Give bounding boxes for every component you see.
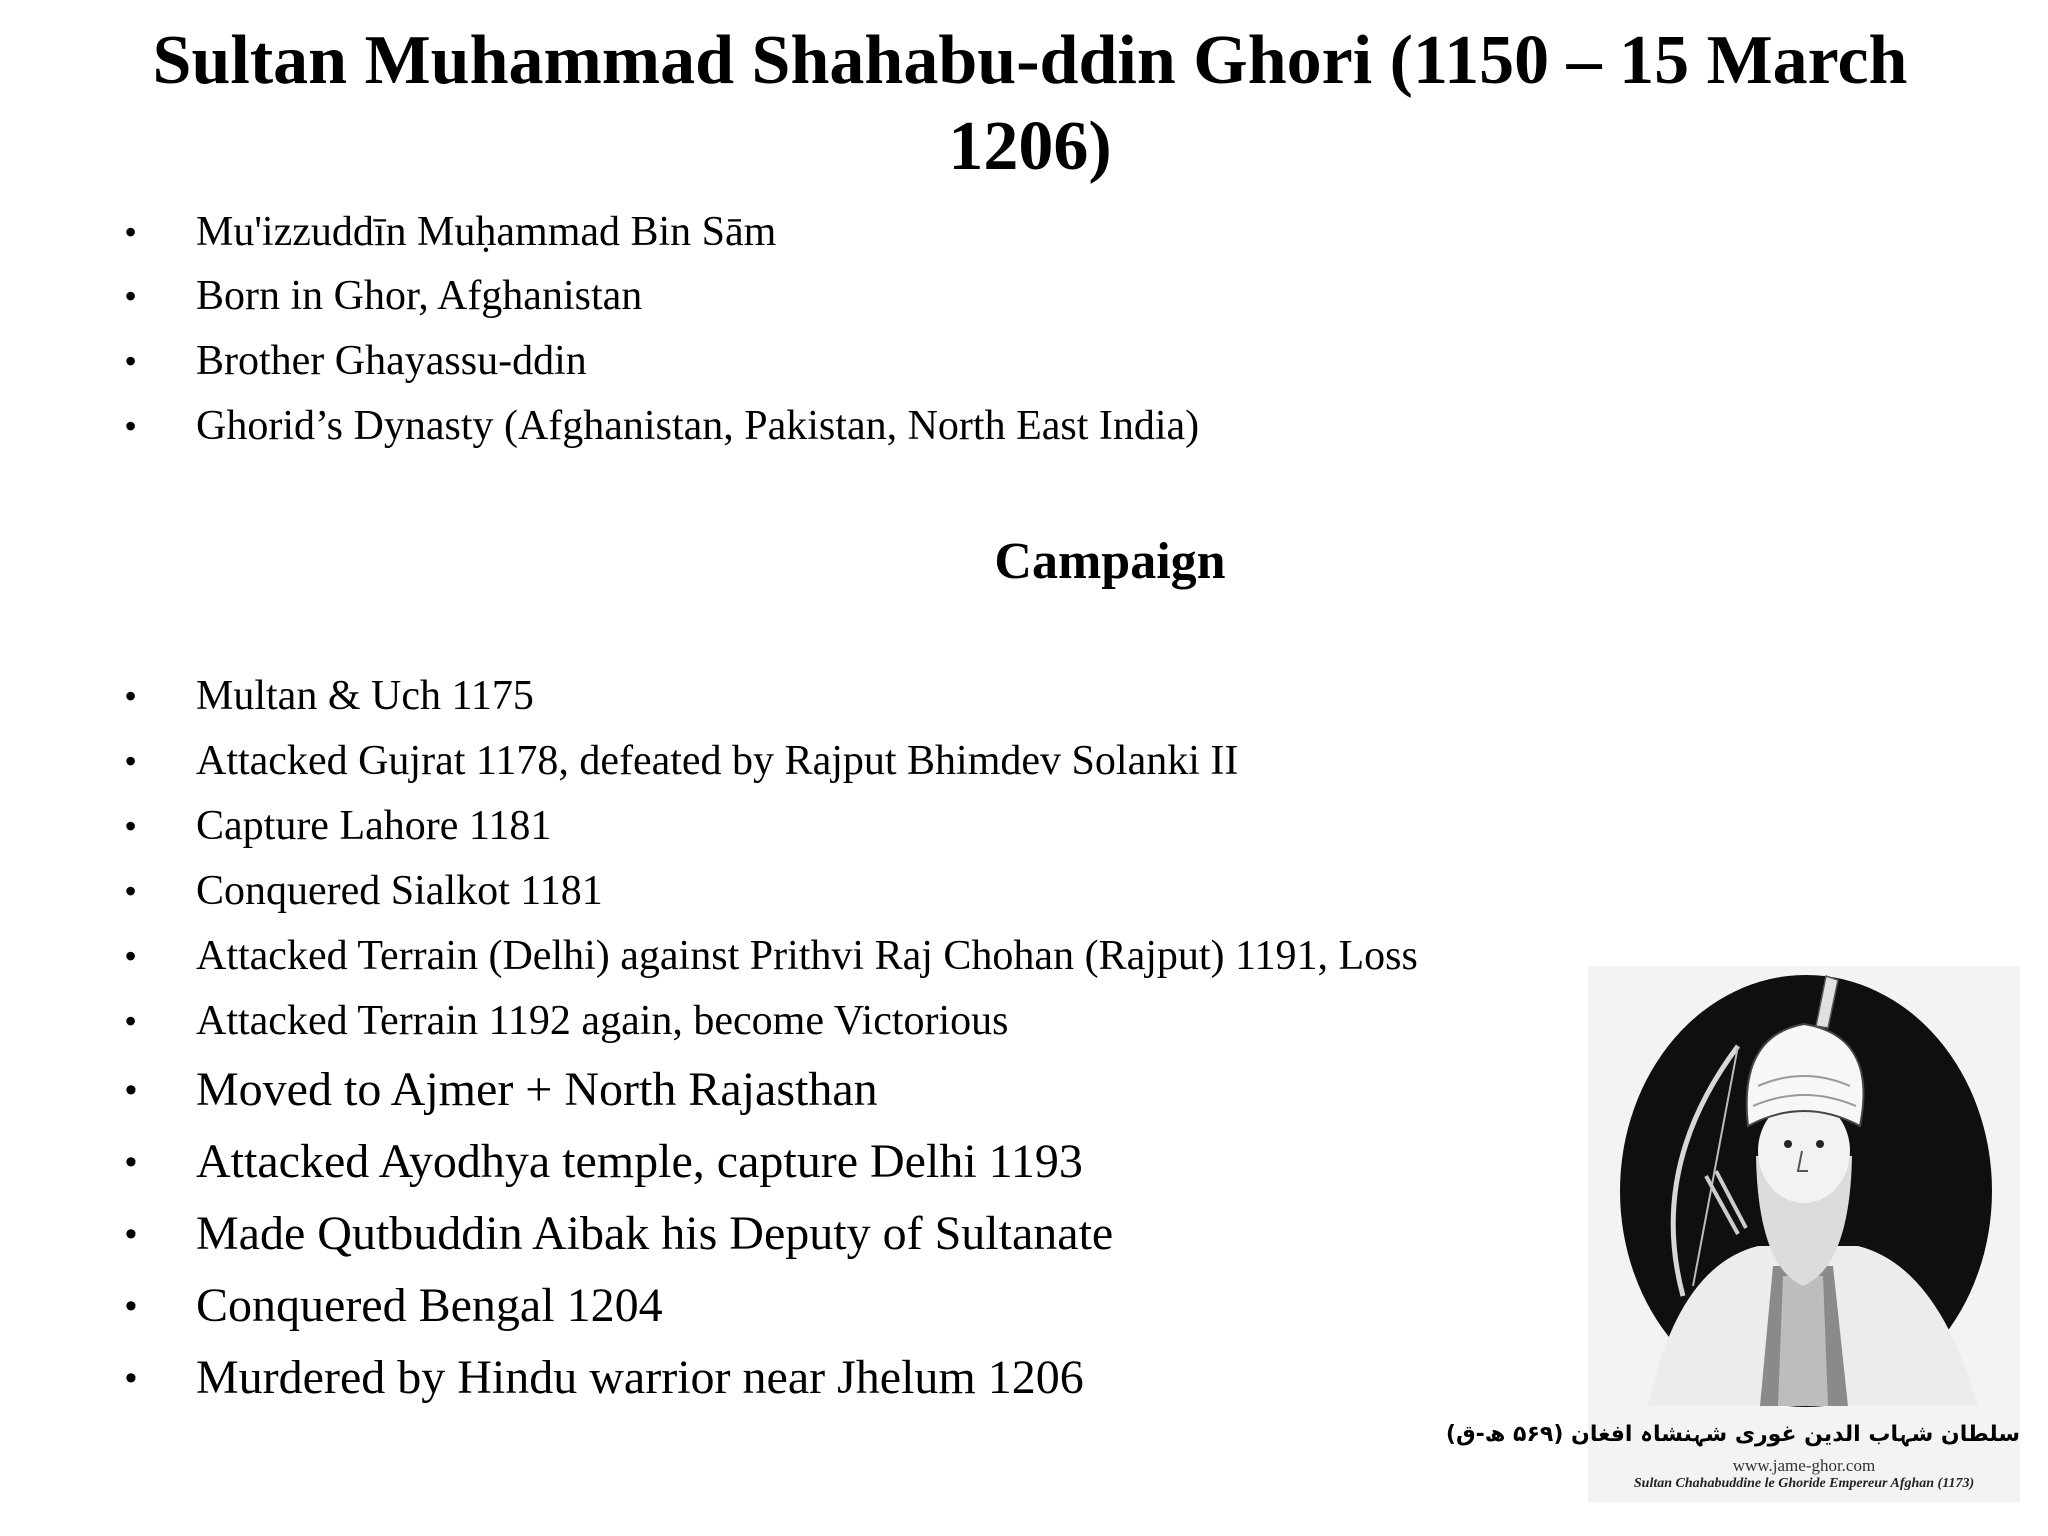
bullet: • <box>125 808 137 844</box>
bullet: • <box>125 343 137 379</box>
bullet: • <box>125 938 137 974</box>
bullet: • <box>125 408 137 444</box>
bullet: • <box>125 1071 137 1109</box>
campaign-item: Attacked Ayodhya temple, capture Delhi 1193 <box>196 1135 1083 1188</box>
bullet: • <box>125 1287 137 1325</box>
sultan-portrait <box>1445 966 2020 1502</box>
bullet: • <box>125 1215 137 1253</box>
campaign-item: Murdered by Hindu warrior near Jhelum 1206 <box>196 1351 1084 1404</box>
portrait-caption-arabic: سلطان شہاب الدین غوری شہنشاہ افغان (۵۶۹ ھ-ق) <box>1445 1422 2020 1447</box>
bullet: • <box>125 278 137 314</box>
bio-item: Brother Ghayassu-ddin <box>196 338 587 384</box>
bullet: • <box>125 1143 137 1181</box>
campaign-item: Attacked Gujrat 1178, defeated by Rajput Bhimdev Solanki II <box>196 738 1239 784</box>
bullet: • <box>125 1359 137 1397</box>
bio-item: Born in Ghor, Afghanistan <box>196 273 643 319</box>
campaign-item: Made Qutbuddin Aibak his Deputy of Sultanate <box>196 1207 1114 1260</box>
campaign-heading: Campaign <box>994 533 1226 590</box>
campaign-item: Attacked Terrain (Delhi) against Prithvi Raj Chohan (Rajput) 1191, Loss <box>196 933 1418 979</box>
portrait-caption-french: Sultan Chahabuddine le Ghoride Empereur Afghan (1173) <box>1633 1476 1975 1491</box>
bullet: • <box>125 743 137 779</box>
bullet: • <box>125 214 137 250</box>
bullet: • <box>125 873 137 909</box>
campaign-item: Moved to Ajmer + North Rajasthan <box>196 1063 878 1116</box>
bio-item: Ghorid’s Dynasty (Afghanistan, Pakistan, North East India) <box>196 403 1200 449</box>
campaign-item: Multan & Uch 1175 <box>196 673 534 719</box>
portrait-caption-url: www.jame-ghor.com <box>1732 1456 1876 1475</box>
campaign-item: Capture Lahore 1181 <box>196 803 552 849</box>
bullet: • <box>125 1003 137 1039</box>
slide-title: Sultan Muhammad Shahabu-ddin Ghori (1150 – 15 March 1206) <box>152 22 1908 185</box>
campaign-item: Attacked Terrain 1192 again, become Victorious <box>196 998 1009 1044</box>
campaign-item: Conquered Sialkot 1181 <box>196 868 603 914</box>
campaign-item: Conquered Bengal 1204 <box>196 1279 663 1332</box>
portrait-illustration <box>1588 966 2020 1416</box>
bio-item: Mu'izzuddīn Muḥammad Bin Sām <box>196 209 777 255</box>
bullet: • <box>125 678 137 714</box>
